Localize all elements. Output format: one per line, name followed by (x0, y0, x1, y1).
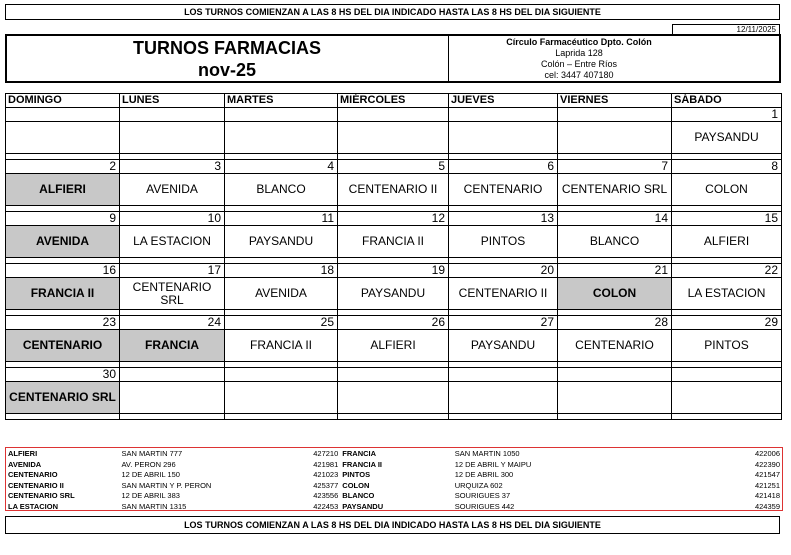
duty-pharmacy: ALFIERI (672, 226, 782, 258)
directory-address: SOURIGUES 442 (454, 501, 515, 511)
day-number: 1 (672, 108, 782, 122)
day-number (225, 108, 338, 122)
weekday-header: VIERNES (558, 94, 672, 108)
directory-phone: 423556 (313, 491, 339, 501)
duty-pharmacy: PINTOS (672, 330, 782, 362)
day-number: 20 (449, 264, 558, 278)
directory-name: LA ESTACION (8, 501, 58, 511)
directory-name: CENTENARIO (8, 470, 58, 480)
pharmacy-row (6, 330, 782, 362)
duty-pharmacy: COLON (672, 174, 782, 206)
day-number (225, 368, 338, 382)
duty-pharmacy: AVENIDA (120, 174, 225, 206)
duty-pharmacy: CENTENARIO II (449, 278, 558, 310)
duty-pharmacy: LA ESTACION (672, 278, 782, 310)
duty-pharmacy: ALFIERI (338, 330, 449, 362)
spacer-row (6, 414, 782, 420)
duty-pharmacy: AVENIDA (225, 278, 338, 310)
day-number (338, 108, 449, 122)
spacer-cell (672, 414, 782, 420)
directory-phone: 425377 (313, 480, 339, 490)
directory-phone: 421418 (754, 491, 780, 501)
day-number (120, 108, 225, 122)
duty-pharmacy: PAYSANDU (225, 226, 338, 258)
directory-phone: 427210 (313, 449, 339, 459)
day-number: 18 (225, 264, 338, 278)
day-number: 10 (120, 212, 225, 226)
org-name: Círculo Farmacéutico Dpto. Colón (506, 37, 652, 47)
duty-pharmacy: CENTENARIO SRL (558, 174, 672, 206)
duty-pharmacy: PAYSANDU (672, 122, 782, 154)
bottom-banner: LOS TURNOS COMIENZAN A LAS 8 HS DEL DIA INDICADO HASTA LAS 8 HS DEL DIA SIGUIENTE (5, 516, 780, 534)
directory-address: SAN MARTIN 1050 (454, 449, 520, 459)
directory-address: 12 DE ABRIL 300 (454, 470, 514, 480)
directory-row (6, 502, 782, 513)
day-number-row (6, 212, 782, 226)
day-number: 4 (225, 160, 338, 174)
duty-pharmacy: BLANCO (558, 226, 672, 258)
day-number: 17 (120, 264, 225, 278)
weekday-header: JUEVES (449, 94, 558, 108)
day-number: 19 (338, 264, 449, 278)
day-number: 28 (558, 316, 672, 330)
weekday-header: DOMINGO (6, 94, 120, 108)
date-label: 12/11/2025 (672, 24, 780, 34)
directory-phone: 421251 (754, 480, 780, 490)
directory-name: PAYSANDU (342, 501, 384, 511)
directory-name: FRANCIA II (342, 459, 383, 469)
directory-address: SOURIGUES 37 (454, 491, 511, 501)
duty-pharmacy: CENTENARIO II (338, 174, 449, 206)
org-city: Colón – Entre Ríos (540, 59, 618, 69)
org-info (449, 37, 709, 81)
duty-pharmacy (338, 122, 449, 154)
directory-phone: 422006 (754, 449, 780, 459)
day-number: 29 (672, 316, 782, 330)
day-number: 12 (338, 212, 449, 226)
duty-pharmacy: FRANCIA II (6, 278, 120, 310)
directory-name: BLANCO (342, 491, 375, 501)
weekday-header: MARTES (225, 94, 338, 108)
day-number (558, 368, 672, 382)
day-number (120, 368, 225, 382)
duty-pharmacy (225, 382, 338, 414)
directory-address: SAN MARTIN 777 (121, 449, 183, 459)
day-number (558, 108, 672, 122)
duty-pharmacy (672, 382, 782, 414)
directory-name: CENTENARIO II (8, 480, 64, 490)
day-number-row (6, 160, 782, 174)
weekday-header: SÁBADO (672, 94, 782, 108)
duty-pharmacy (225, 122, 338, 154)
day-number (672, 368, 782, 382)
day-number-row (6, 264, 782, 278)
day-number (338, 368, 449, 382)
duty-pharmacy: PAYSANDU (449, 330, 558, 362)
weekday-header: MIÉRCOLES (338, 94, 449, 108)
day-number: 21 (558, 264, 672, 278)
directory-name: PINTOS (342, 470, 371, 480)
directory-name: AVENIDA (8, 459, 42, 469)
directory-address: SAN MARTIN 1315 (121, 501, 187, 511)
page-title: TURNOS FARMACIAS (133, 38, 321, 58)
day-number (6, 108, 120, 122)
day-number: 9 (6, 212, 120, 226)
day-number: 3 (120, 160, 225, 174)
month-label: nov-25 (197, 60, 257, 80)
pharmacy-row (6, 122, 782, 154)
day-number-row (6, 316, 782, 330)
directory-phone: 422453 (313, 501, 339, 511)
day-number: 26 (338, 316, 449, 330)
directory-row (6, 491, 782, 502)
directory-name: FRANCIA (342, 449, 377, 459)
directory-address: 12 DE ABRIL 383 (121, 491, 180, 501)
duty-pharmacy (558, 382, 672, 414)
top-banner: LOS TURNOS COMIENZAN A LAS 8 HS DEL DIA INDICADO HASTA LAS 8 HS DEL DIA SIGUIENTE (5, 4, 780, 20)
directory-address: 12 DE ABRIL Y MAIPU (454, 459, 532, 469)
day-number: 30 (6, 368, 120, 382)
duty-pharmacy: ALFIERI (6, 174, 120, 206)
day-number: 25 (225, 316, 338, 330)
duty-pharmacy (449, 122, 558, 154)
duty-pharmacy: CENTENARIO (558, 330, 672, 362)
day-number: 8 (672, 160, 782, 174)
duty-pharmacy: CENTENARIO (449, 174, 558, 206)
directory-phone: 422390 (754, 459, 780, 469)
org-address: Laprida 128 (555, 48, 603, 58)
duty-pharmacy: LA ESTACION (120, 226, 225, 258)
day-number: 13 (449, 212, 558, 226)
directory-phone: 421981 (313, 459, 339, 469)
day-number: 15 (672, 212, 782, 226)
duty-pharmacy: CENTENARIO SRL (6, 382, 120, 414)
duty-pharmacy: FRANCIA (120, 330, 225, 362)
duty-pharmacy: PAYSANDU (338, 278, 449, 310)
duty-pharmacy (449, 382, 558, 414)
duty-pharmacy: CENTENARIO (6, 330, 120, 362)
directory-phone: 424359 (754, 501, 780, 511)
spacer-cell (225, 414, 338, 420)
duty-pharmacy: FRANCIA II (225, 330, 338, 362)
directory-row (6, 449, 782, 460)
pharmacy-row (6, 174, 782, 206)
spacer-cell (6, 414, 120, 420)
pharmacy-row (6, 382, 782, 414)
pharmacy-row (6, 278, 782, 310)
directory-address: AV. PERON 296 (121, 459, 176, 469)
org-phone: cel: 3447 407180 (544, 70, 614, 80)
day-number: 22 (672, 264, 782, 278)
header-box (5, 34, 781, 83)
duty-pharmacy: CENTENARIO SRL (120, 278, 225, 310)
duty-pharmacy: AVENIDA (6, 226, 120, 258)
duty-pharmacy: BLANCO (225, 174, 338, 206)
duty-pharmacy (558, 122, 672, 154)
spacer-cell (120, 414, 225, 420)
duty-pharmacy (120, 122, 225, 154)
directory-name: COLON (342, 480, 370, 490)
pharmacy-directory (5, 447, 783, 511)
directory-address: 12 DE ABRIL 150 (121, 470, 180, 480)
pharmacy-row (6, 226, 782, 258)
duty-pharmacy: PINTOS (449, 226, 558, 258)
day-number (449, 368, 558, 382)
day-number: 2 (6, 160, 120, 174)
weekday-header-row (6, 94, 782, 108)
directory-phone: 421547 (754, 470, 780, 480)
spacer-cell (558, 414, 672, 420)
duty-pharmacy (120, 382, 225, 414)
day-number: 5 (338, 160, 449, 174)
day-number: 7 (558, 160, 672, 174)
day-number (449, 108, 558, 122)
spacer-cell (338, 414, 449, 420)
spacer-cell (449, 414, 558, 420)
directory-name: ALFIERI (8, 449, 38, 459)
day-number: 27 (449, 316, 558, 330)
directory-row (6, 460, 782, 471)
day-number: 24 (120, 316, 225, 330)
directory-address: URQUIZA 602 (454, 480, 503, 490)
day-number: 23 (6, 316, 120, 330)
calendar-table (5, 93, 782, 420)
day-number: 6 (449, 160, 558, 174)
duty-pharmacy (338, 382, 449, 414)
duty-pharmacy: COLON (558, 278, 672, 310)
day-number: 11 (225, 212, 338, 226)
duty-pharmacy: FRANCIA II (338, 226, 449, 258)
day-number: 16 (6, 264, 120, 278)
directory-address: SAN MARTIN Y P. PERON (121, 480, 212, 490)
directory-row (6, 470, 782, 481)
day-number: 14 (558, 212, 672, 226)
directory-row (6, 481, 782, 492)
day-number-row (6, 368, 782, 382)
day-number-row (6, 108, 782, 122)
weekday-header: LUNES (120, 94, 225, 108)
directory-name: CENTENARIO SRL (8, 491, 75, 501)
duty-pharmacy (6, 122, 120, 154)
directory-phone: 421023 (313, 470, 339, 480)
